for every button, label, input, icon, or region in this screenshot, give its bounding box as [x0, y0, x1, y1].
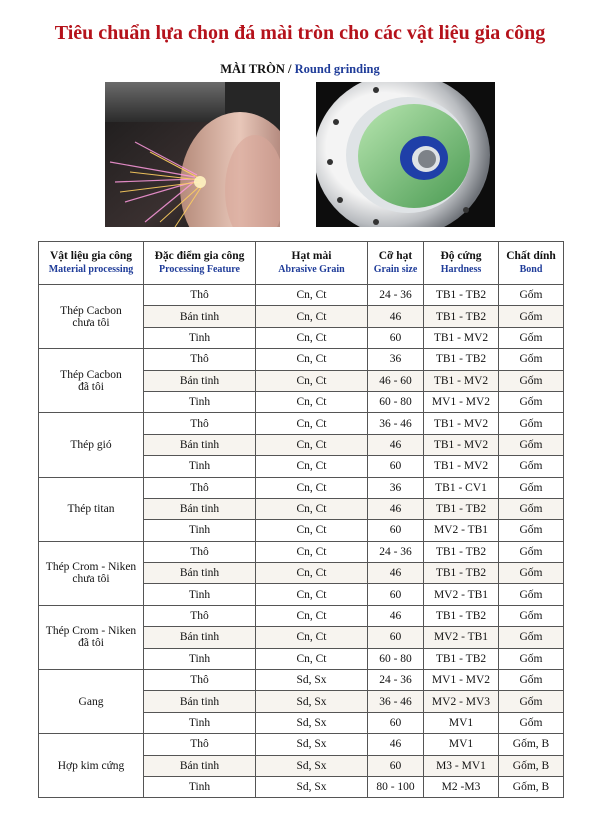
bond-cell: Gốm — [499, 691, 564, 712]
abrasive-cell: Cn, Ct — [256, 327, 368, 348]
feature-cell: Bán tinh — [144, 755, 256, 776]
bond-cell: Gốm — [499, 627, 564, 648]
feature-cell: Bán tinh — [144, 627, 256, 648]
bond-cell: Gốm — [499, 306, 564, 327]
feature-cell: Tinh — [144, 456, 256, 477]
bond-cell: Gốm, B — [499, 776, 564, 797]
hardness-cell: TB1 - MV2 — [424, 413, 499, 434]
abrasive-cell: Sd, Sx — [256, 755, 368, 776]
hardness-cell: TB1 - MV2 — [424, 370, 499, 391]
table-header-row — [39, 242, 564, 285]
table-row — [39, 541, 564, 562]
bond-cell: Gốm — [499, 520, 564, 541]
feature-cell: Thô — [144, 477, 256, 498]
material-cell — [39, 605, 144, 669]
abrasive-cell: Cn, Ct — [256, 648, 368, 669]
material-line: chưa tôi — [72, 316, 110, 329]
abrasive-cell: Cn, Ct — [256, 563, 368, 584]
material-line: Thép Crom - Niken — [45, 561, 137, 574]
grinding-standard-table — [38, 241, 564, 798]
bond-cell: Gốm — [499, 541, 564, 562]
hardness-cell: MV2 - TB1 — [424, 627, 499, 648]
feature-cell: Thô — [144, 605, 256, 626]
material-line: Gang — [78, 695, 104, 708]
feature-cell: Tinh — [144, 584, 256, 605]
feature-cell: Thô — [144, 285, 256, 306]
table-row — [39, 734, 564, 755]
grain-size-cell: 60 - 80 — [368, 391, 424, 412]
abrasive-cell: Cn, Ct — [256, 434, 368, 455]
hardness-cell: MV1 — [424, 712, 499, 733]
abrasive-cell: Cn, Ct — [256, 541, 368, 562]
abrasive-cell: Cn, Ct — [256, 285, 368, 306]
grain-size-cell: 24 - 36 — [368, 541, 424, 562]
abrasive-cell: Cn, Ct — [256, 520, 368, 541]
abrasive-cell: Cn, Ct — [256, 413, 368, 434]
bond-cell: Gốm — [499, 285, 564, 306]
hardness-cell: MV1 - MV2 — [424, 391, 499, 412]
hardness-cell: M3 - MV1 — [424, 755, 499, 776]
abrasive-cell: Cn, Ct — [256, 627, 368, 648]
hardness-cell: TB1 - TB2 — [424, 285, 499, 306]
grain-size-cell: 36 - 46 — [368, 691, 424, 712]
material-cell — [39, 734, 144, 798]
material-cell — [39, 670, 144, 734]
material-cell — [39, 541, 144, 605]
bond-cell: Gốm — [499, 712, 564, 733]
feature-cell: Tinh — [144, 648, 256, 669]
feature-cell: Bán tinh — [144, 498, 256, 519]
material-line: đã tôi — [78, 380, 104, 393]
abrasive-cell: Cn, Ct — [256, 584, 368, 605]
material-line: Hợp kim cứng — [57, 759, 125, 772]
grain-size-cell: 60 — [368, 327, 424, 348]
header-grain-size: Cỡ hạt Grain size — [368, 242, 424, 285]
hardness-cell: TB1 - TB2 — [424, 306, 499, 327]
abrasive-cell: Cn, Ct — [256, 306, 368, 327]
bond-cell: Gốm — [499, 563, 564, 584]
table-row — [39, 285, 564, 306]
bond-cell: Gốm — [499, 434, 564, 455]
grain-size-cell: 60 — [368, 456, 424, 477]
page-subtitle — [0, 62, 600, 77]
abrasive-cell: Cn, Ct — [256, 498, 368, 519]
hardness-cell: TB1 - TB2 — [424, 541, 499, 562]
hardness-cell: TB1 - MV2 — [424, 456, 499, 477]
feature-cell: Bán tinh — [144, 306, 256, 327]
feature-cell: Thô — [144, 541, 256, 562]
feature-cell: Tinh — [144, 520, 256, 541]
bond-cell: Gốm — [499, 477, 564, 498]
grain-size-cell: 60 — [368, 712, 424, 733]
table-row — [39, 670, 564, 691]
table-row — [39, 605, 564, 626]
abrasive-cell: Sd, Sx — [256, 712, 368, 733]
hardness-cell: MV2 - MV3 — [424, 691, 499, 712]
subtitle-en: Round grinding — [294, 62, 380, 76]
bond-cell: Gốm — [499, 605, 564, 626]
grinding-sparks-photo — [105, 82, 280, 227]
material-line: đã tôi — [78, 637, 104, 650]
grain-size-cell: 46 — [368, 434, 424, 455]
grain-size-cell: 60 — [368, 520, 424, 541]
header-feature: Đặc điểm gia công Processing Feature — [144, 242, 256, 285]
abrasive-cell: Sd, Sx — [256, 691, 368, 712]
feature-cell: Thô — [144, 349, 256, 370]
feature-cell: Tinh — [144, 776, 256, 797]
table-row — [39, 477, 564, 498]
grain-size-cell: 36 - 46 — [368, 413, 424, 434]
header-abrasive: Hạt mài Abrasive Grain — [256, 242, 368, 285]
grain-size-cell: 36 — [368, 477, 424, 498]
header-bond: Chất dính Bond — [499, 242, 564, 285]
material-cell — [39, 413, 144, 477]
bond-cell: Gốm — [499, 584, 564, 605]
bond-cell: Gốm — [499, 670, 564, 691]
grain-size-cell: 46 — [368, 498, 424, 519]
bond-cell: Gốm — [499, 648, 564, 669]
abrasive-cell: Cn, Ct — [256, 456, 368, 477]
hardness-cell: TB1 - MV2 — [424, 434, 499, 455]
feature-cell: Tinh — [144, 391, 256, 412]
grain-size-cell: 36 — [368, 349, 424, 370]
abrasive-cell: Cn, Ct — [256, 391, 368, 412]
hardness-cell: MV2 - TB1 — [424, 584, 499, 605]
bond-cell: Gốm — [499, 370, 564, 391]
grain-size-cell: 60 - 80 — [368, 648, 424, 669]
material-line: Thép gió — [70, 438, 112, 451]
table-row — [39, 349, 564, 370]
bond-cell: Gốm — [499, 498, 564, 519]
table-row — [39, 413, 564, 434]
abrasive-cell: Cn, Ct — [256, 605, 368, 626]
bond-cell: Gốm — [499, 327, 564, 348]
material-line: Thép titan — [67, 503, 115, 516]
feature-cell: Bán tinh — [144, 370, 256, 391]
feature-cell: Thô — [144, 413, 256, 434]
hardness-cell: TB1 - TB2 — [424, 605, 499, 626]
header-hardness: Độ cứng Hardness — [424, 242, 499, 285]
feature-cell: Tinh — [144, 712, 256, 733]
subtitle-vi: MÀI TRÒN / — [220, 62, 292, 76]
feature-cell: Bán tinh — [144, 434, 256, 455]
grain-size-cell: 60 — [368, 584, 424, 605]
abrasive-cell: Cn, Ct — [256, 370, 368, 391]
grain-size-cell: 46 - 60 — [368, 370, 424, 391]
abrasive-cell: Sd, Sx — [256, 734, 368, 755]
hardness-cell: TB1 - TB2 — [424, 563, 499, 584]
feature-cell: Thô — [144, 734, 256, 755]
feature-cell: Thô — [144, 670, 256, 691]
grain-size-cell: 46 — [368, 605, 424, 626]
material-cell — [39, 477, 144, 541]
bond-cell: Gốm — [499, 391, 564, 412]
feature-cell: Tinh — [144, 327, 256, 348]
material-cell — [39, 349, 144, 413]
bond-cell: Gốm — [499, 456, 564, 477]
feature-cell: Bán tinh — [144, 691, 256, 712]
hardness-cell: TB1 - TB2 — [424, 648, 499, 669]
material-line: Thép Crom - Niken — [45, 625, 137, 638]
bond-cell: Gốm — [499, 349, 564, 370]
grain-size-cell: 46 — [368, 306, 424, 327]
table-body — [39, 285, 564, 798]
abrasive-cell: Cn, Ct — [256, 477, 368, 498]
hardness-cell: TB1 - TB2 — [424, 498, 499, 519]
material-line: Thép Cacbon — [60, 368, 122, 381]
grain-size-cell: 60 — [368, 627, 424, 648]
abrasive-cell: Sd, Sx — [256, 670, 368, 691]
material-cell — [39, 285, 144, 349]
grain-size-cell: 60 — [368, 755, 424, 776]
hardness-cell: TB1 - MV2 — [424, 327, 499, 348]
hardness-cell: M2 -M3 — [424, 776, 499, 797]
page-title: Tiêu chuẩn lựa chọn đá mài tròn cho các vật liệu gia công — [54, 22, 546, 44]
grain-size-cell: 46 — [368, 734, 424, 755]
material-line: chưa tôi — [72, 573, 110, 586]
hardness-cell: MV1 - MV2 — [424, 670, 499, 691]
grain-size-cell: 80 - 100 — [368, 776, 424, 797]
hardness-cell: MV1 — [424, 734, 499, 755]
grinding-wheel-photo — [316, 82, 495, 227]
hardness-cell: MV2 - TB1 — [424, 520, 499, 541]
bond-cell: Gốm — [499, 413, 564, 434]
bond-cell: Gốm, B — [499, 755, 564, 776]
bond-cell: Gốm, B — [499, 734, 564, 755]
abrasive-cell: Sd, Sx — [256, 776, 368, 797]
grain-size-cell: 24 - 36 — [368, 670, 424, 691]
hardness-cell: TB1 - TB2 — [424, 349, 499, 370]
material-line: Thép Cacbon — [60, 304, 122, 317]
grain-size-cell: 46 — [368, 563, 424, 584]
feature-cell: Bán tinh — [144, 563, 256, 584]
header-material: Vật liệu gia công Material processing — [39, 242, 144, 285]
abrasive-cell: Cn, Ct — [256, 349, 368, 370]
hardness-cell: TB1 - CV1 — [424, 477, 499, 498]
grain-size-cell: 24 - 36 — [368, 285, 424, 306]
